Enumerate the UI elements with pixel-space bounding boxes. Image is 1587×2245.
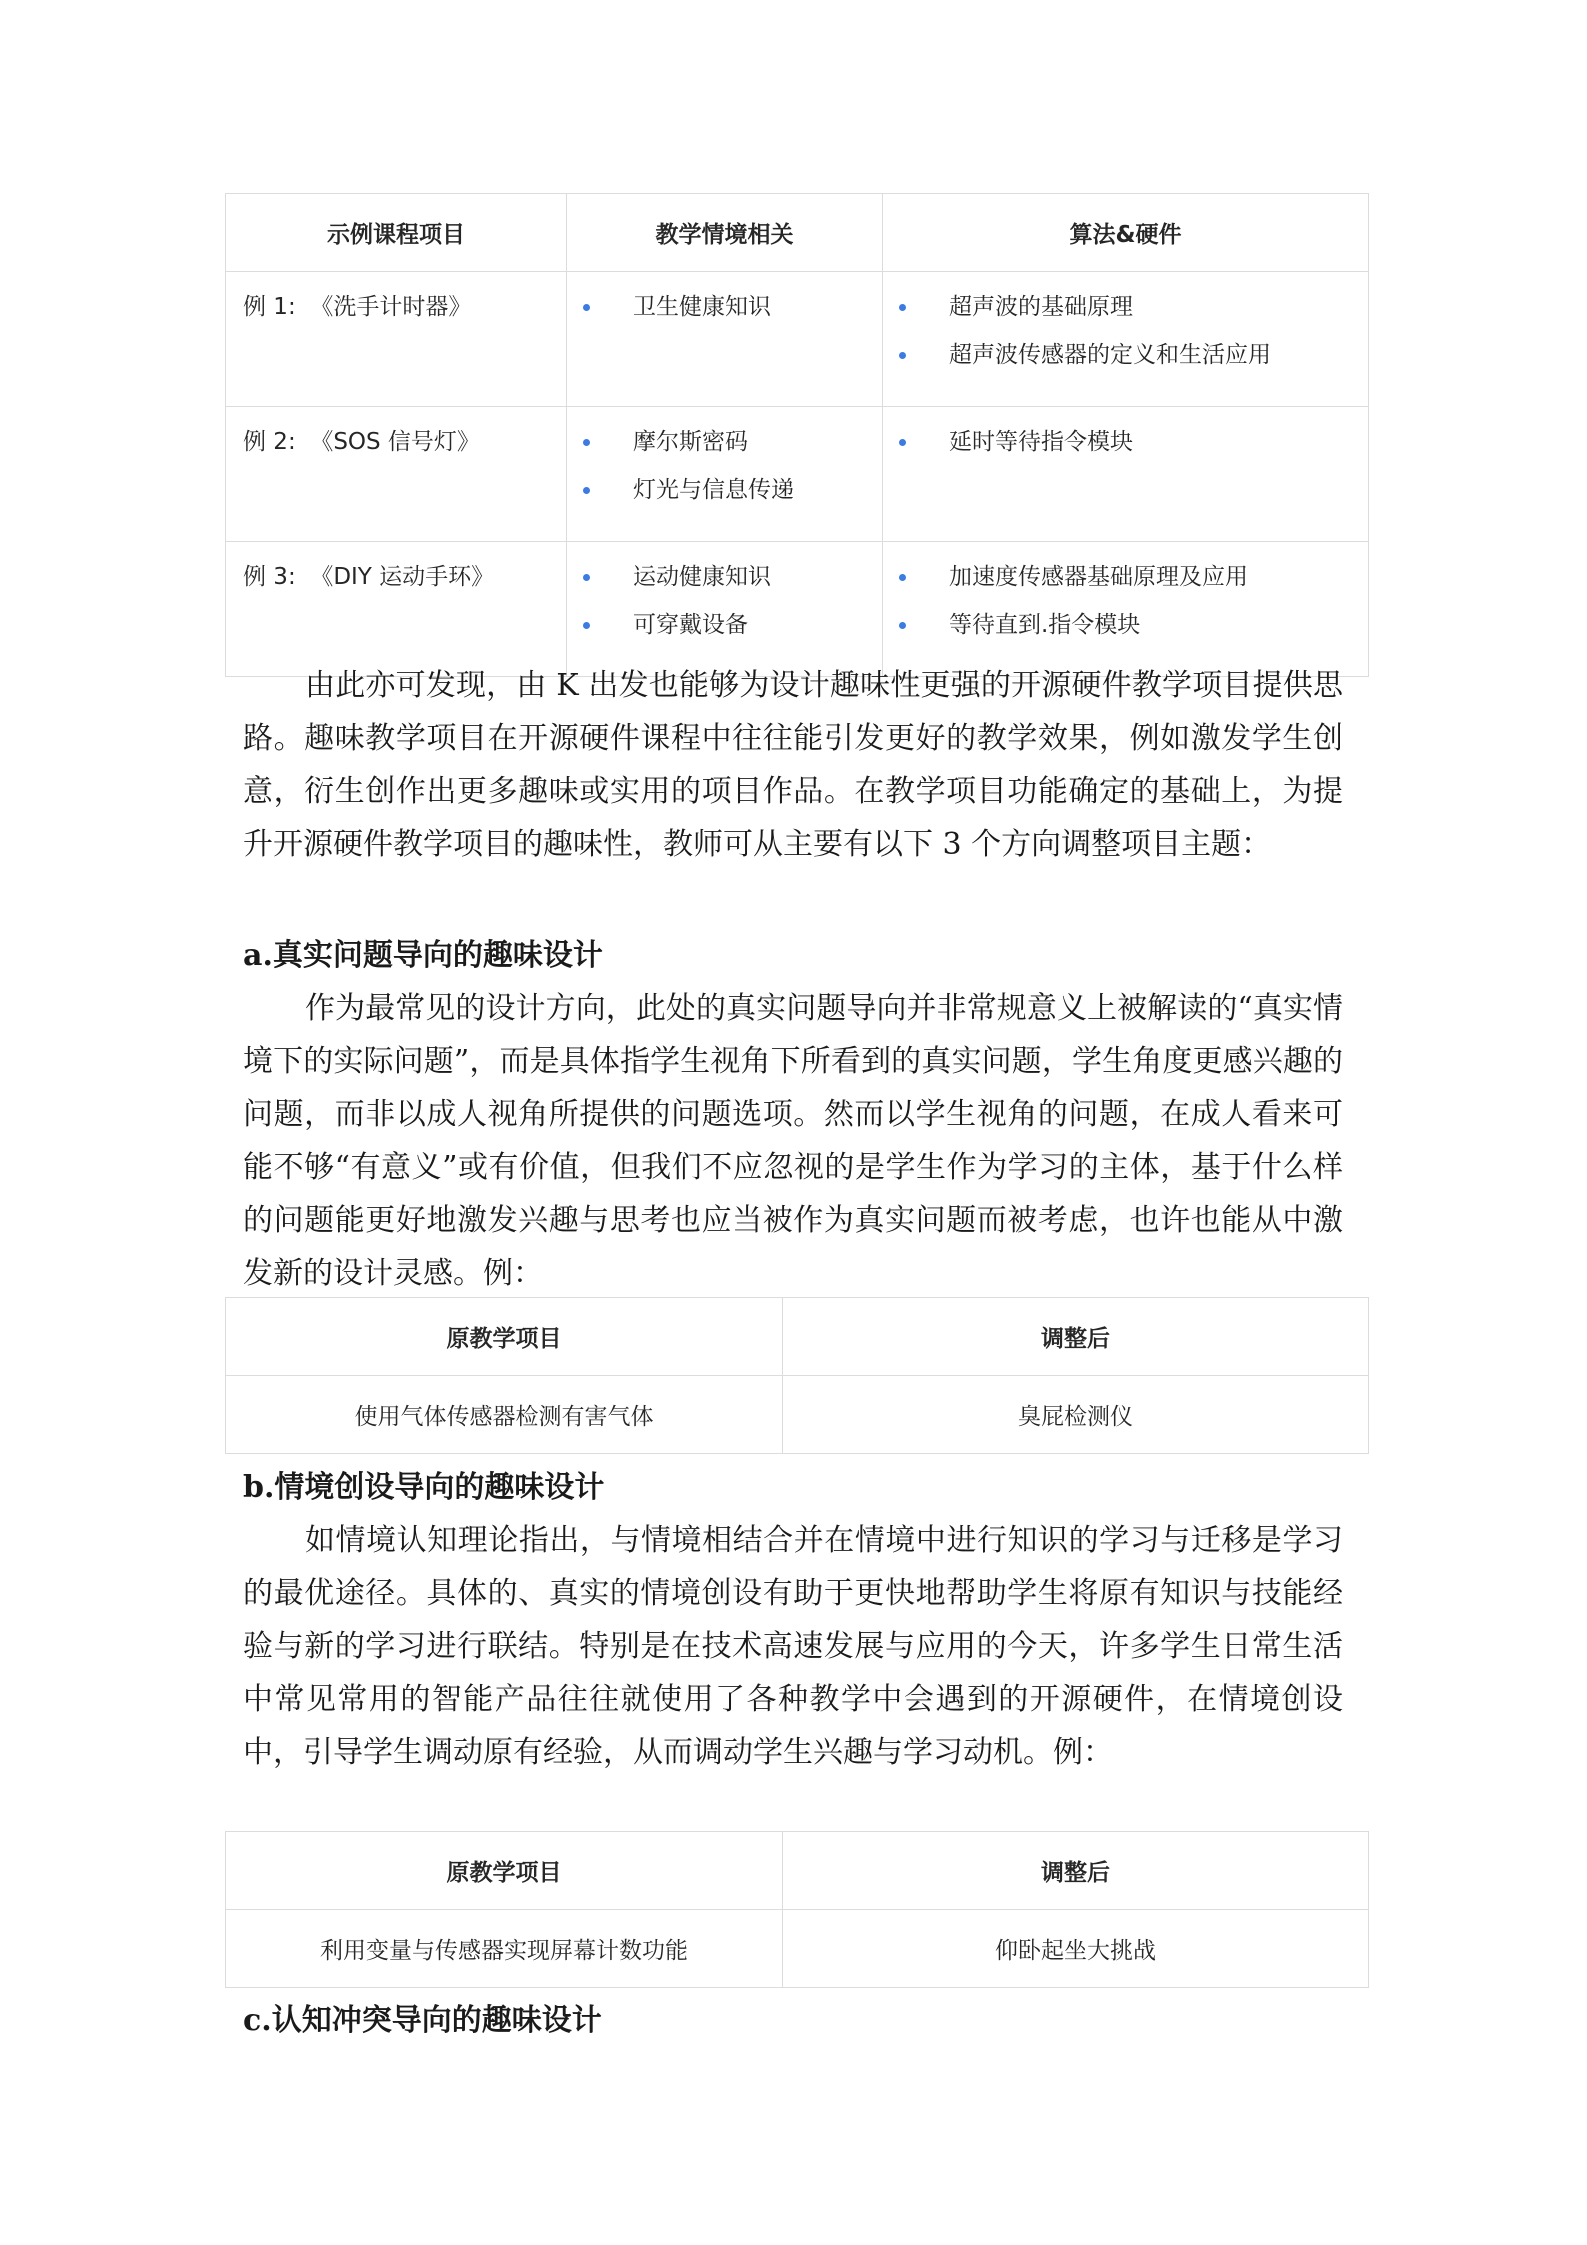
example-project-label: 例 1: 《洗手计时器》	[243, 294, 472, 320]
bullet-dot-icon	[583, 487, 590, 494]
bullet-list	[883, 427, 1368, 475]
original-project-cell: 使用气体传感器检测有害气体	[226, 1376, 783, 1454]
teaching-context-cell	[567, 542, 883, 677]
example-project-label: 例 3: 《DIY 运动手环》	[243, 564, 495, 590]
header-original-project: 原教学项目	[226, 1832, 783, 1910]
example-project-cell	[226, 272, 567, 407]
example-project-cell	[226, 407, 567, 542]
algorithm-hardware-cell	[883, 407, 1369, 542]
section-a-heading: a.真实问题导向的趣味设计	[243, 938, 603, 973]
list-item-text: 延时等待指令模块	[949, 429, 1133, 455]
algorithm-hardware-cell	[883, 542, 1369, 677]
header-original-project: 原教学项目	[226, 1298, 783, 1376]
section-a-table	[225, 1297, 1369, 1454]
header-adjusted: 调整后	[783, 1298, 1369, 1376]
bullet-dot-icon	[899, 304, 906, 311]
bullet-dot-icon	[899, 352, 906, 359]
bullet-dot-icon	[583, 439, 590, 446]
list-item	[883, 610, 1368, 658]
section-b-table	[225, 1831, 1369, 1988]
bullet-dot-icon	[583, 574, 590, 581]
list-item	[567, 427, 882, 475]
list-item-text: 运动健康知识	[633, 564, 771, 590]
bullet-list	[567, 292, 882, 340]
bullet-dot-icon	[899, 439, 906, 446]
list-item-text: 灯光与信息传递	[633, 477, 794, 503]
list-item	[883, 340, 1368, 388]
list-item-text: 加速度传感器基础原理及应用	[949, 564, 1248, 590]
list-item-text: 超声波的基础原理	[949, 294, 1133, 320]
table-row	[226, 1376, 1369, 1454]
table-header-row	[226, 1298, 1369, 1376]
bullet-dot-icon	[899, 574, 906, 581]
section-b-paragraph: 如情境认知理论指出，与情境相结合并在情境中进行知识的学习与迁移是学习的最优途径。具体的、真实的情境创设有助于更快地帮助学生将原有知识与技能经验与新的学习进行联结。特别是在技术高速发展与应用的今天，许多学生日常生活中常见常用的智能产品往往就使用了各种教学中会遇到的开源硬件，在情境创设中，引导学生调动原有经验，从而调动学生兴趣与学习动机。例：	[243, 1523, 1343, 1770]
list-item-text: 超声波传感器的定义和生活应用	[949, 342, 1271, 368]
algorithm-hardware-cell	[883, 272, 1369, 407]
bullet-list	[567, 427, 882, 523]
table-row	[226, 272, 1369, 407]
bullet-dot-icon	[583, 304, 590, 311]
bullet-list	[883, 562, 1368, 658]
bullet-dot-icon	[583, 622, 590, 629]
list-item-text: 可穿戴设备	[633, 612, 748, 638]
header-adjusted: 调整后	[783, 1832, 1369, 1910]
list-item-text: 摩尔斯密码	[633, 429, 748, 455]
section-a-paragraph: 作为最常见的设计方向，此处的真实问题导向并非常规意义上被解读的“真实情境下的实际问题”，而是具体指学生视角下所看到的真实问题，学生角度更感兴趣的问题，而非以成人视角所提供的问题选项。然而以学生视角的问题，在成人看来可能不够“有意义”或有价值，但我们不应忽视的是学生作为学习的主体，基于什么样的问题能更好地激发兴趣与思考也应当被作为真实问题而被考虑，也许也能从中激发新的设计灵感。例：	[243, 991, 1343, 1291]
header-teaching-context: 教学情境相关	[567, 194, 883, 272]
list-item-text: 卫生健康知识	[633, 294, 771, 320]
teaching-context-cell	[567, 272, 883, 407]
list-item	[883, 292, 1368, 340]
list-item-text: 等待直到.指令模块	[949, 612, 1141, 638]
header-algorithm-hardware: 算法&硬件	[883, 194, 1369, 272]
list-item	[567, 610, 882, 658]
example-project-label: 例 2: 《SOS 信号灯》	[243, 429, 480, 455]
list-item	[567, 475, 882, 523]
section-c-heading: c.认知冲突导向的趣味设计	[243, 2003, 602, 2038]
table-header-row	[226, 194, 1369, 272]
adjusted-project-cell: 臭屁检测仪	[783, 1376, 1369, 1454]
list-item	[883, 562, 1368, 610]
teaching-context-cell	[567, 407, 883, 542]
section-b-heading: b.情境创设导向的趣味设计	[243, 1470, 605, 1505]
table-header-row	[226, 1832, 1369, 1910]
header-example-project: 示例课程项目	[226, 194, 567, 272]
adjusted-project-cell: 仰卧起坐大挑战	[783, 1910, 1369, 1988]
course-examples-table	[225, 193, 1369, 677]
bullet-dot-icon	[899, 622, 906, 629]
table-row	[226, 542, 1369, 677]
list-item	[567, 292, 882, 340]
example-project-cell	[226, 542, 567, 677]
table-row	[226, 407, 1369, 542]
table-row	[226, 1910, 1369, 1988]
bullet-list	[883, 292, 1368, 388]
intro-paragraph: 由此亦可发现，由 K 出发也能够为设计趣味性更强的开源硬件教学项目提供思路。趣味教学项目在开源硬件课程中往往能引发更好的教学效果，例如激发学生创意，衍生创作出更多趣味或实用的项目作品。在教学项目功能确定的基础上，为提升开源硬件教学项目的趣味性，教师可从主要有以下 3 个方向调整项目主题：	[243, 668, 1343, 862]
list-item	[883, 427, 1368, 475]
original-project-cell: 利用变量与传感器实现屏幕计数功能	[226, 1910, 783, 1988]
bullet-list	[567, 562, 882, 658]
list-item	[567, 562, 882, 610]
